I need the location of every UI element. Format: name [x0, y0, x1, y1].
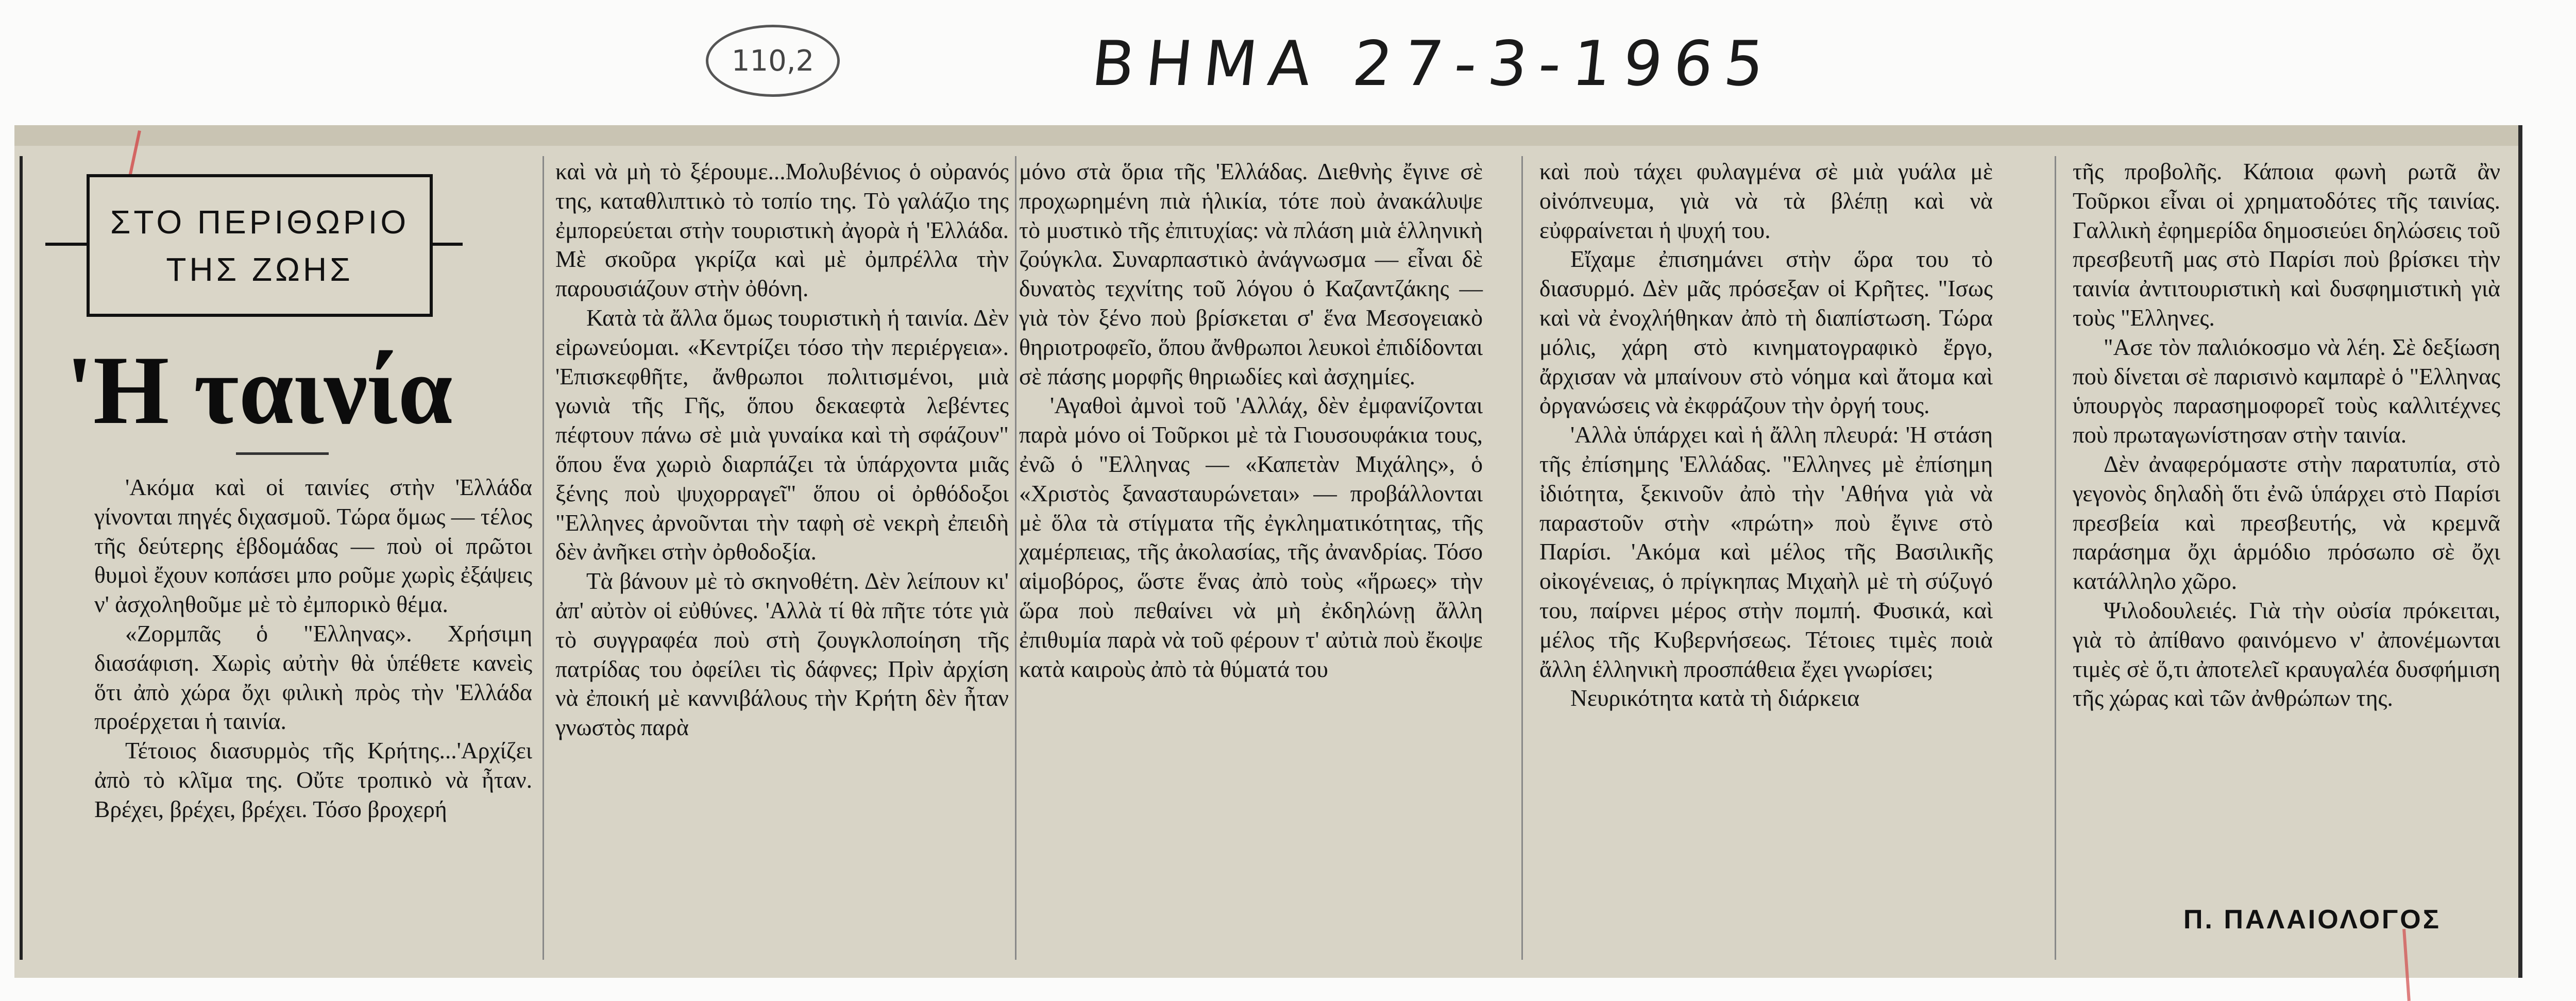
paragraph: Εἴχαμε ἐπισημάνει στὴν ὥρα του τὸ διασυρμό. Δὲν μᾶς πρόσεξαν οἱ Κρῆτες. "Ισως καὶ νὰ ἐνοχλήθηκαν ἀπὸ τὴ διαπίστωση. Τώρα μόλις, χάρη στὸ κινηματογραφικὸ ἔργο, ἄρχισαν νὰ μπαίνουν στὸ νόημα καὶ ἄτομα καὶ ὀργανώσεις νὰ ἐκφράζουν τὴν ὀργή τους. [1539, 246, 1993, 419]
archive-number-circle [706, 25, 840, 97]
paragraph: 'Αγαθοὶ ἀμνοὶ τοῦ 'Αλλάχ, δὲν ἐμφανίζονται παρὰ μόνο οἱ Τοῦρκοι μὲ τὰ Γιουσουφάκια τους, ἐνῶ ὁ "Ελληνας — «Καπετὰν Μιχάλης», ὁ «Χριστὸς ξανασταυρώνεται» — προβάλλονται μὲ ὅλα τὰ στίγματα τῆς ἐγκληματικότητας, τῆς χαμέρπειας, τῆς ἀκολασίας, τῆς ἀνανδρίας. Τόσο αἱμοβόρος, ὥστε ἕνας ἀπὸ τοὺς «ἥρωες» τὴν ὥρα ποὺ πεθαίνει νὰ μὴ ἐκδηλώνῃ ἄλλη ἐπιθυμία παρὰ νὰ τοῦ φέρουν τ' αὐτιὰ ποὺ ἔκοψε κατὰ καιροὺς ἀπὸ τὰ θύματά του [1019, 392, 1483, 682]
rubric-line-2: ΤΗΣ ΖΩΗΣ [166, 250, 353, 288]
paragraph: τῆς προβολῆς. Κάποια φωνὴ ρωτᾶ ἂν Τοῦρκοι εἶναι οἱ χρηματοδότες τῆς ταινίας. Γαλλικὴ ἐφημερίδα δημοσιεύει δηλώσεις τοῦ πρεσβευτῆ μας στὸ Παρίσι ποὺ βρίσκει τὴν ταινία ἀντιτουριστικὴ καὶ δυσφημιστικὴ γιὰ τοὺς "Ελληνες. [2073, 158, 2500, 331]
paragraph: Ψιλοδουλειές. Γιὰ τὴν οὐσία πρόκειται, γιὰ τὸ ἀπίθανο φαινόμενο ν' ἀπονέμωνται τιμὲς σὲ ὅ,τι ἀποτελεῖ κραυγαλέα δυσφήμιση τῆς χώρας καὶ τῶν ἀνθρώπων της. [2073, 597, 2500, 711]
paragraph: Δὲν ἀναφερόμαστε στὴν παρατυπία, στὸ γεγονὸς δηλαδὴ ὅτι ἐνῶ ὑπάρχει στὸ Παρίσι πρεσβεία καὶ πρεσβευτής, νὰ κρεμνᾶ παράσημα ὄχι ἁρμόδιο πρόσωπο σὲ ὄχι κατάλληλο χῶρο. [2073, 450, 2500, 595]
author-signature: Π. ΠΑΛΑΙΟΛΟΓΟΣ [2183, 905, 2441, 935]
paragraph: Τὰ βάνουν μὲ τὸ σκηνοθέτη. Δὲν λείπουν κι' ἀπ' αὐτὸν οἱ εὐθύνες. 'Αλλὰ τί θὰ πῆτε τότε γιὰ τὸ συγγραφέα ποὺ στὴ ζουγκλοποίηση τῆς πατρίδας του ὀφείλει τὶς δάφνες; Πρὶν ἀρχίση νὰ ἐποική μὲ καννιβάλους τὴν Κρήτη δὲν ἦταν γνωστὸς παρὰ [555, 568, 1009, 741]
column-rubric-box [87, 174, 433, 317]
newspaper-date-handwritten: ΒΗΜΑ 27-3-1965 [1088, 28, 1779, 100]
paragraph: Νευρικότητα κατὰ τὴ διάρκεια [1570, 685, 1860, 711]
paragraph: καὶ ποὺ τάχει φυλαγμένα σὲ μιὰ γυάλα μὲ οἰνόπνευμα, γιὰ νὰ τὰ βλέπῃ καὶ νὰ εὐφραίνεται ἡ ψυχή του. [1539, 158, 1993, 243]
column-divider [1521, 156, 1523, 960]
article-column-4 [1539, 157, 1993, 713]
column-divider [543, 156, 544, 960]
paragraph: Κατὰ τὰ ἄλλα ὅμως τουριστικὴ ἡ ταινία. Δὲν εἰρωνεύομαι. «Κεντρίζει τόσο τὴν περιέργεια». 'Επισκεφθῆτε, ἄνθρωποι πολιτισμένοι, μιὰ γωνιὰ τῆς Γῆς, ὅπου δεκαεφτὰ λεβέντες πέφτουν πάνω σὲ μιὰ γυναίκα καὶ τὴ σφάζουν" ὅπου ἕνα χωριὸ διαρπάζει τὰ ὑπάρχοντα μιᾶς ξένης ποὺ ψυχορραγεῖ" ὅπου οἱ ὀρθόδοξοι "Ελληνες ἀρνοῦνται τὴν ταφὴ σὲ νεκρὴ ἐπειδὴ δὲν ἀνῆκει στὴν ὀρθοδοξία. [555, 304, 1009, 565]
paragraph: "Ασε τὸν παλιόκοσμο νὰ λέη. Σὲ δεξίωση ποὺ δίνεται σὲ παρισινὸ καμπαρὲ ὁ "Ελληνας ὑπουργὸς παρασημοφορεῖ τοὺς καλλιτέχνες ποὺ πρωταγωνίστησαν στὴν ταινία. [2073, 333, 2500, 448]
paragraph: μόνο στὰ ὅρια τῆς 'Ελλάδας. Διεθνὴς ἔγινε σὲ προχωρημένη πιὰ ἡλικία, τότε ποὺ ἀνακάλυψε τὸ μυστικὸ τῆς ἐπιτυχίας: νὰ πλάση μιὰ ἑλληνικὴ ζούγκλα. Συναρπαστικὸ ἀνάγνωσμα — εἶναι δὲ δυνατὸς τεχνίτης τοῦ λόγου ὁ Καζαντζάκης — γιὰ τὸν ξένο ποὺ βρίσκεται σ' ἕνα Μεσογειακὸ θηριοτροφεῖο, ὅπου ἄνθρωποι λευκοὶ ἐπιδίδονται σὲ πάσης μορφῆς θηριωδίες καὶ ἀσχημίες. [1019, 158, 1483, 389]
paragraph: καὶ νὰ μὴ τὸ ξέρουμε...Μολυβένιος ὁ οὐρανός της, καταθλιπτικὸ τὸ τοπίο της. Τὸ γαλάζιο της ἐμπορεύεται στὴν τουριστικὴ ἀγορὰ ἡ 'Ελλάδα. Μὲ σκοῦρα γκρίζα καὶ μὲ ὀμπρέλλα τὴν παρουσιάζουν στὴν ὀθόνη. [555, 158, 1009, 302]
column-divider [2055, 156, 2056, 960]
paragraph: 'Αλλὰ ὑπάρχει καὶ ἡ ἄλλη πλευρά: 'Η στάση τῆς ἐπίσημης 'Ελλάδας. "Ελληνες μὲ ἐπίσημη ἰδιότητα, ξεκινοῦν ἀπὸ τὴν 'Αθήνα γιὰ νὰ παραστοῦν στὴν «πρώτη» ποὺ ἔγινε στὸ Παρίσι. 'Ακόμα καὶ μέλος τῆς Βασιλικῆς οἰκογένειας, ὁ πρίγκηπας Μιχαὴλ μὲ τὴ σύζυγό του, παίρνει μέρος στὴν πομπή. Φυσικά, καὶ μέλος τῆς Κυβερνήσεως. Τέτοιες τιμὲς ποιὰ ἄλλη ἑλληνικὴ προσπάθεια ἔχει γνωρίσει; [1539, 421, 1993, 682]
paragraph: «Ζορμπᾶς ὁ "Ελληνας». Χρήσιμη διασάφιση. Χωρὶς αὐτὴν θὰ ὑπέθετε κανεὶς ὅτι ἀπὸ χώρα ὄχι φιλικὴ πρὸς τὴν 'Ελλάδα προέρχεται ἡ ταινία. [94, 620, 532, 735]
article-title: 'Η ταινία [66, 336, 453, 445]
margin-rule [20, 156, 23, 960]
rubric-line-1: ΣΤΟ ΠΕΡΙΘΩΡΙΟ [110, 203, 410, 241]
archive-number: 110,2 [731, 44, 815, 78]
column-divider [1015, 156, 1016, 960]
rubric-rule-left [45, 243, 87, 246]
newspaper-clipping [14, 125, 2522, 978]
article-column-2 [555, 157, 1009, 742]
article-column-5 [2073, 157, 2500, 713]
paragraph: 'Ακόμα καὶ οἱ ταινίες στὴν 'Ελλάδα γίνονται πηγές διχασμοῦ. Τώρα ὅμως — τέλος τῆς δεύτερης ἑβδομάδας — ποὺ οἱ πρῶτοι θυμοὶ ἔχουν κοπάσει μπο ροῦμε χωρὶς ἐξάψεις ν' ἀσχοληθοῦμε μὲ τὸ ἐμπορικὸ θέμα. [94, 474, 532, 618]
title-rule [236, 452, 329, 455]
paragraph: Τέτοιος διασυρμὸς τῆς Κρήτης...'Αρχίζει ἀπὸ τὸ κλῖμα της. Οὔτε τροπικὸ νὰ ἦταν. Βρέχει, βρέχει, βρέχει. Τόσο βροχερή [94, 737, 532, 822]
clipping-top-strip [14, 125, 2518, 146]
article-column-1 [94, 473, 532, 824]
article-column-3 [1019, 157, 1483, 684]
red-pen-mark-bottom [2402, 929, 2411, 1001]
